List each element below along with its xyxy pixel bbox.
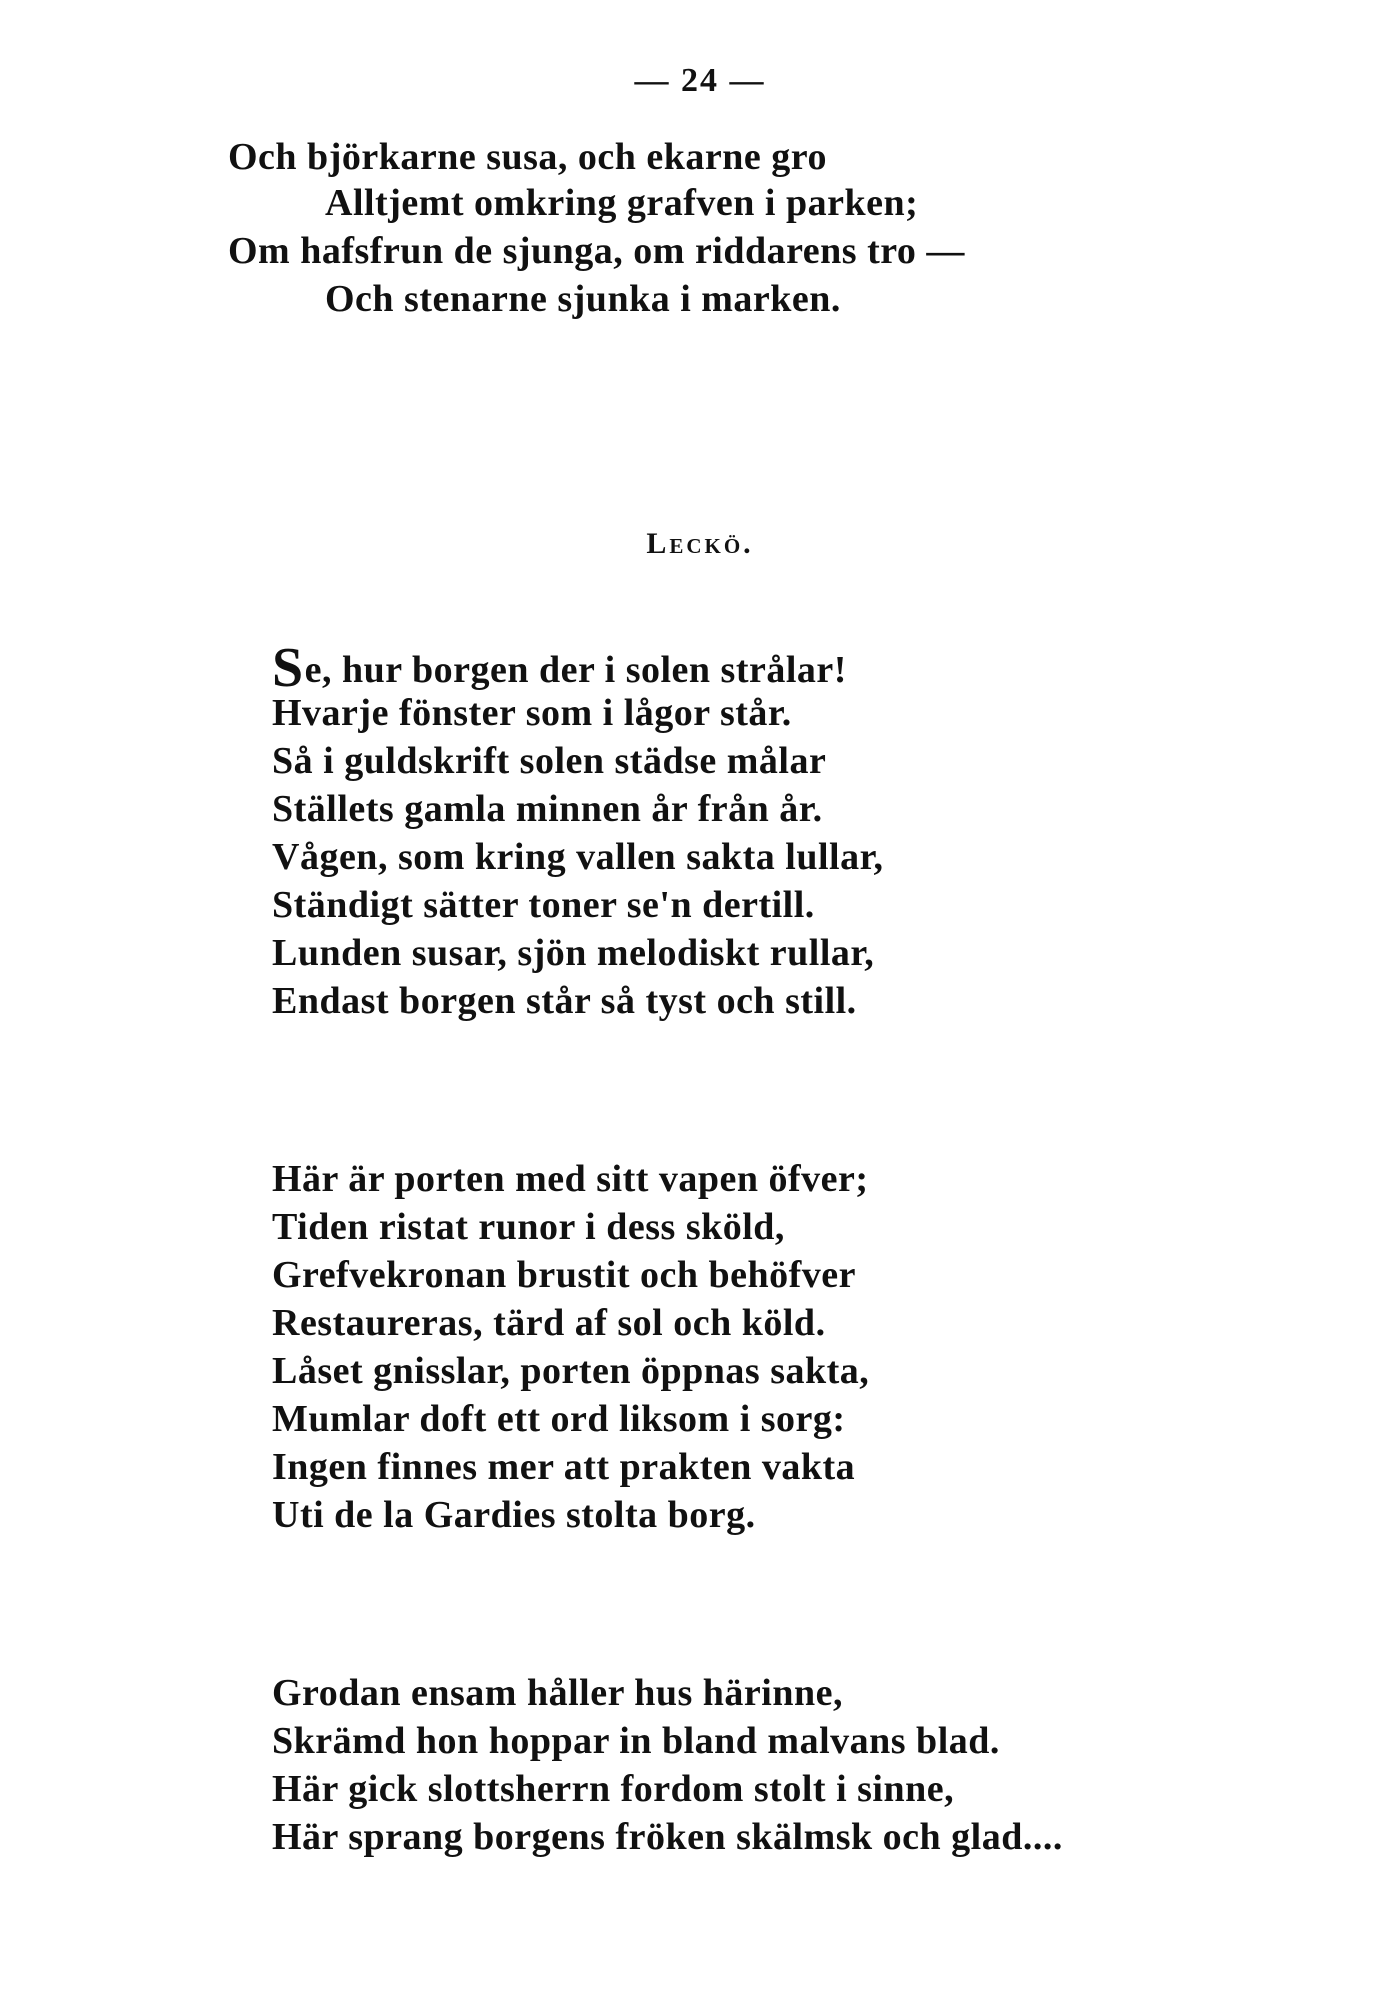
verse-line: Låset gnisslar, porten öppnas sakta, bbox=[272, 1350, 870, 1392]
drop-cap: S bbox=[272, 637, 304, 699]
verse-line: Ställets gamla minnen år från år. bbox=[272, 788, 823, 830]
verse-line: Alltjemt omkring grafven i parken; bbox=[325, 182, 919, 224]
verse-line: Grodan ensam håller hus härinne, bbox=[272, 1672, 843, 1714]
verse-line: Tiden ristat runor i dess sköld, bbox=[272, 1206, 785, 1248]
verse-line: Skrämd hon hoppar in bland malvans blad. bbox=[272, 1720, 1000, 1762]
verse-line: Och björkarne susa, och ekarne gro bbox=[228, 136, 827, 178]
verse-line-rest: e, hur borgen der i solen strålar! bbox=[304, 649, 847, 691]
verse-line: Här sprang borgens fröken skälmsk och glad.... bbox=[272, 1816, 1063, 1858]
verse-line: Ingen finnes mer att prakten vakta bbox=[272, 1446, 856, 1488]
verse-line: Här är porten med sitt vapen öfver; bbox=[272, 1158, 869, 1200]
verse-line: Hvarje fönster som i lågor står. bbox=[272, 692, 792, 734]
verse-line: Ständigt sätter toner se'n dertill. bbox=[272, 884, 815, 926]
verse-line: Och stenarne sjunka i marken. bbox=[325, 278, 841, 320]
verse-line: Endast borgen står så tyst och still. bbox=[272, 980, 857, 1022]
verse-line: Här gick slottsherrn fordom stolt i sinne, bbox=[272, 1768, 955, 1810]
verse-line-first bbox=[272, 637, 847, 699]
verse-line: Grefvekronan brustit och behöfver bbox=[272, 1254, 857, 1296]
verse-line: Uti de la Gardies stolta borg. bbox=[272, 1494, 756, 1536]
verse-line: Mumlar doft ett ord liksom i sorg: bbox=[272, 1398, 846, 1440]
page-number: — 24 — bbox=[634, 62, 766, 99]
verse-line: Så i guldskrift solen städse målar bbox=[272, 740, 827, 782]
verse-line: Om hafsfrun de sjunga, om riddarens tro — bbox=[228, 230, 965, 272]
verse-line: Vågen, som kring vallen sakta lullar, bbox=[272, 836, 884, 878]
poem-title: Leckö. bbox=[646, 527, 754, 560]
verse-line: Restaureras, tärd af sol och köld. bbox=[272, 1302, 826, 1344]
verse-line: Lunden susar, sjön melodiskt rullar, bbox=[272, 932, 875, 974]
